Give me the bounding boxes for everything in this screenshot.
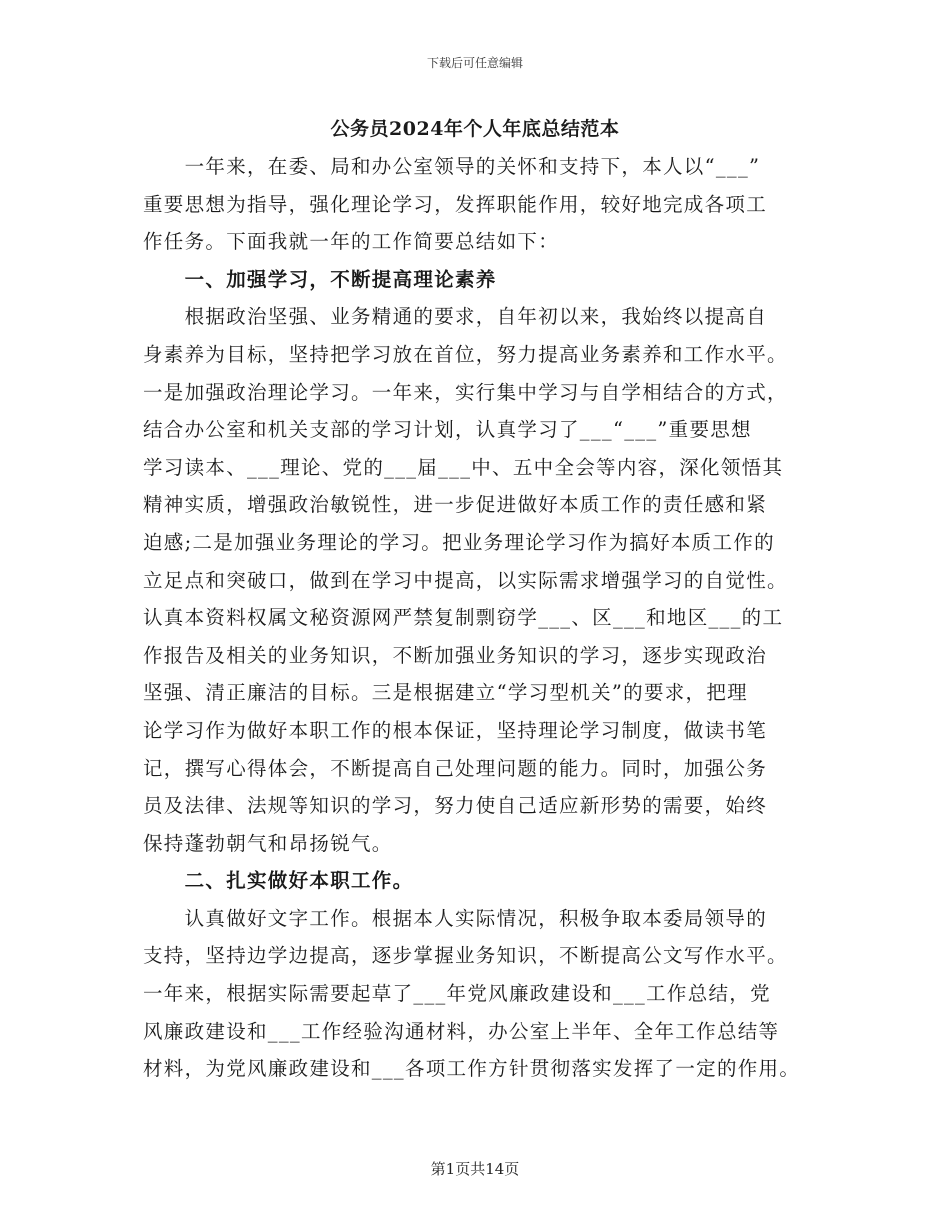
body-text-line: 迫感;二是加强业务理论的学习。把业务理论学习作为搞好本质工作的 xyxy=(143,530,775,554)
header-note: 下载后可任意编辑 xyxy=(426,56,523,70)
document-body xyxy=(143,148,807,1088)
body-text-line: 记，撰写心得体会，不断提高自己处理问题的能力。同时，加强公务 xyxy=(143,756,768,780)
body-text-line: 认真本资料权属文秘资源网严禁复制剽窃学___、区___和地区___的工 xyxy=(143,606,784,630)
body-text-line: 一年来，在委、局和办公室领导的关怀和支持下，本人以“___” xyxy=(143,155,761,178)
body-text-line: 根据政治坚强、业务精通的要求，自年初以来，我始终以提高自 xyxy=(143,305,768,329)
body-text-line: 坚强、清正廉洁的目标。三是根据建立“学习型机关”的要求，把理 xyxy=(143,681,748,705)
body-text-line: 一是加强政治理论学习。一年来，实行集中学习与自学相结合的方式， xyxy=(143,380,788,404)
section-heading: 二、扎实做好本职工作。 xyxy=(143,869,414,893)
body-text-line: 结合办公室和机关支部的学习计划，认真学习了___“___”重要思想 xyxy=(143,418,752,442)
body-text-line: 一年来，根据实际需要起草了___年党风廉政建设和___工作总结，党 xyxy=(143,982,771,1006)
page-number-footer: 第1页共14页 xyxy=(430,1160,520,1178)
body-text-line: 员及法律、法规等知识的学习，努力使自己适应新形势的需要，始终 xyxy=(143,794,768,818)
body-text-line: 风廉政建设和___工作经验沟通材料，办公室上半年、全年工作总结等 xyxy=(143,1019,780,1043)
body-text-line: 保持蓬勃朝气和昂扬锐气。 xyxy=(143,831,393,855)
body-text-line: 重要思想为指导，强化理论学习，发挥职能作用，较好地完成各项工 xyxy=(143,192,768,216)
section-heading: 一、加强学习，不断提高理论素养 xyxy=(143,267,497,291)
body-text-line: 材料，为党风廉政建设和___各项工作方针贯彻落实发挥了一定的作用。 xyxy=(143,1057,801,1081)
body-text-line: 论学习作为做好本职工作的根本保证，坚持理论学习制度，做读书笔 xyxy=(143,718,768,742)
body-text-line: 作任务。下面我就一年的工作简要总结如下： xyxy=(143,230,560,254)
body-text-line: 支持，坚持边学边提高，逐步掌握业务知识，不断提高公文写作水平。 xyxy=(143,944,788,968)
body-text-line: 立足点和突破口，做到在学习中提高，以实际需求增强学习的自觉性。 xyxy=(143,568,788,592)
body-text-line: 身素养为目标，坚持把学习放在首位，努力提高业务素养和工作水平。 xyxy=(143,342,788,366)
document-title: 公务员2024年个人年底总结范本 xyxy=(330,118,620,140)
body-text-line: 学习读本、___理论、党的___届___中、五中全会等内容，深化领悟其 xyxy=(143,455,784,479)
body-text-line: 认真做好文字工作。根据本人实际情况，积极争取本委局领导的 xyxy=(143,906,768,930)
body-text-line: 作报告及相关的业务知识，不断加强业务知识的学习，逐步实现政治 xyxy=(143,643,768,667)
body-text-line: 精神实质，增强政治敏锐性，进一步促进做好本质工作的责任感和紧 xyxy=(143,493,768,517)
